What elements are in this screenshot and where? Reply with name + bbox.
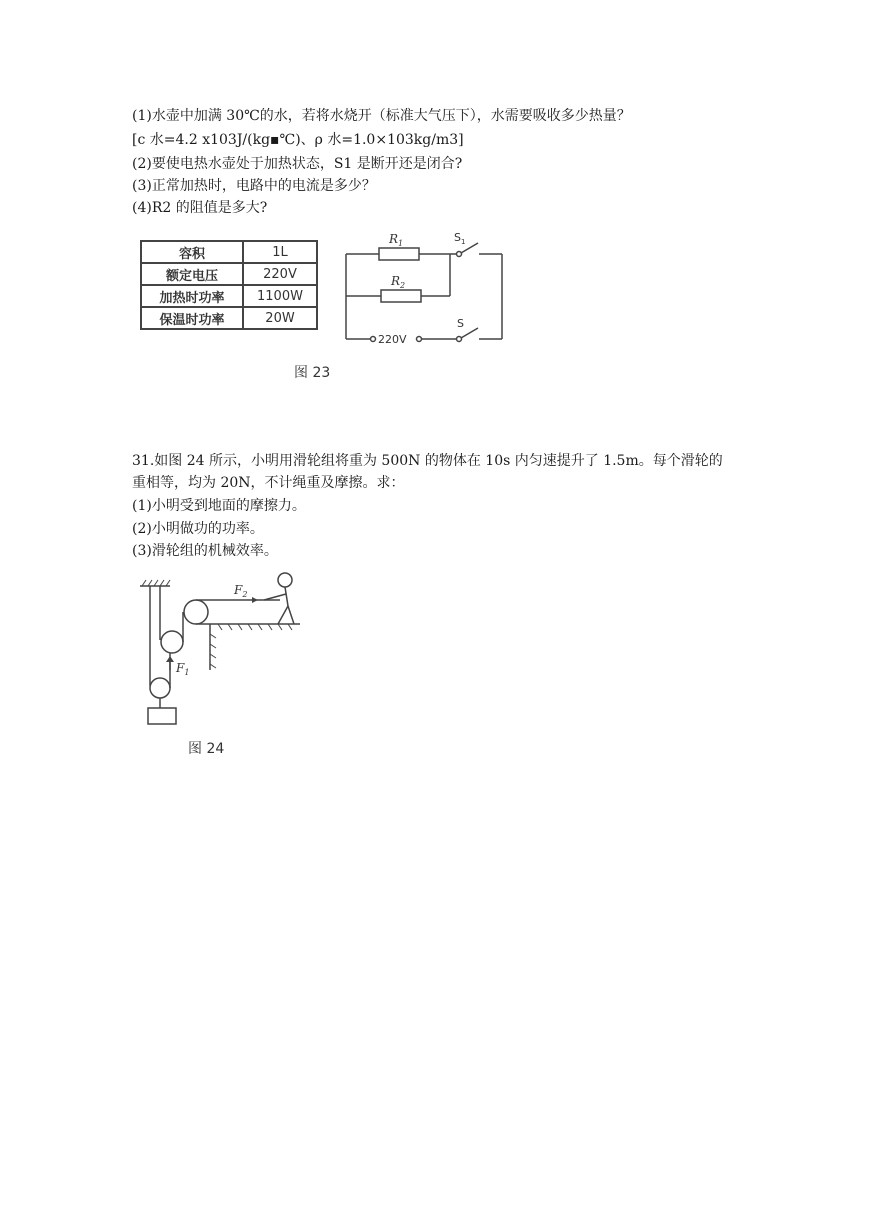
label-r2: $R_2$ (391, 274, 406, 290)
weight-block (148, 708, 176, 724)
label-s1: $S_1$ (454, 231, 466, 246)
spec-key: 额定电压 (141, 263, 243, 285)
spec-table-figure (140, 240, 318, 330)
terminal-left (371, 337, 376, 342)
movable-pulley-lower (150, 678, 170, 698)
label-r1: $R_1$ (389, 232, 404, 248)
q31-line-4: (2)小明做功的功率。 (132, 521, 264, 537)
figure-24-caption: 图 24 (188, 741, 225, 757)
q30-line-2: [c 水=4.2 x103J/(kg▪℃)、ρ 水=1.0×103kg/m3] (132, 132, 464, 148)
label-f1: $F_1$ (176, 661, 190, 677)
q31-line-5: (3)滑轮组的机械效率。 (132, 543, 278, 559)
spec-value: 20W (243, 307, 317, 329)
terminal-right (417, 337, 422, 342)
spec-table (140, 240, 318, 330)
table-row (141, 241, 317, 263)
person-figure (264, 573, 294, 624)
f1-arrowhead (166, 656, 174, 662)
spec-key: 加热时功率 (141, 285, 243, 307)
label-supply: 220V (378, 333, 407, 346)
table-row (141, 285, 317, 307)
label-f2: $F_2$ (234, 583, 248, 599)
q30-line-1: (1)水壶中加满 30℃的水，若将水烧开（标准大气压下），水需要吸收多少热量？ (132, 108, 631, 124)
q30-line-4: (3)正常加热时，电路中的电流是多少？ (132, 178, 376, 194)
resistor-r1 (379, 248, 419, 260)
spec-key: 容积 (141, 241, 243, 263)
table-row (141, 263, 317, 285)
q30-line-3: (2)要使电热水壶处于加热状态，S1 是断开还是闭合? (132, 156, 463, 172)
resistor-r2 (381, 290, 421, 302)
spec-value: 1100W (243, 285, 317, 307)
pulley-diagram (130, 570, 310, 730)
q31-line-3: (1)小明受到地面的摩擦力。 (132, 498, 306, 514)
q31-line-1: 31.如图 24 所示，小明用滑轮组将重为 500N 的物体在 10s 内匀速提升了 1.5m。每个滑轮的 (132, 453, 723, 469)
label-s: S (457, 317, 464, 330)
table-row (141, 307, 317, 329)
spec-key: 保温时功率 (141, 307, 243, 329)
q31-line-2: 重相等，均为 20N，不计绳重及摩擦。求： (132, 475, 405, 491)
figure-23-caption: 图 23 (294, 365, 331, 381)
q30-line-5: (4)R2 的阻值是多大? (132, 200, 268, 216)
movable-pulley-upper (161, 631, 183, 653)
fixed-pulley (184, 600, 208, 624)
spec-value: 1L (243, 241, 317, 263)
f2-arrowhead (252, 597, 258, 603)
circuit-diagram (338, 226, 510, 350)
spec-value: 220V (243, 263, 317, 285)
